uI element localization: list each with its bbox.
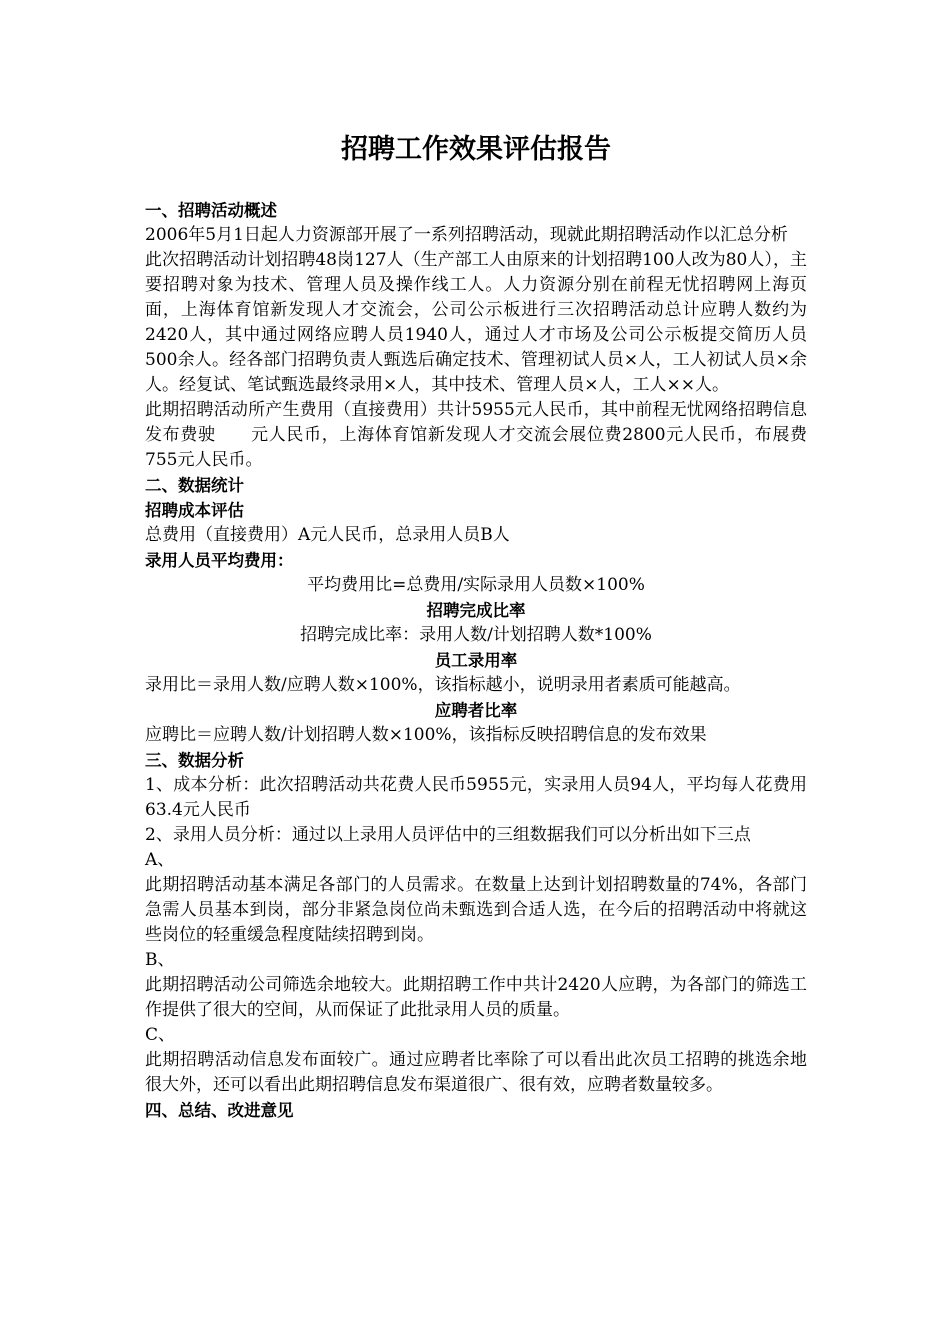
paragraph: 1、成本分析：此次招聘活动共花费人民币5955元，实录用人员94人，平均每人花费用63.4元人民币 — [145, 775, 807, 820]
subheading-average-cost: 录用人员平均费用： — [145, 551, 294, 570]
section-heading-overview: 一、招聘活动概述 — [145, 201, 277, 220]
formula: 招聘完成比率：录用人数/计划招聘人数*100% — [300, 625, 652, 645]
subheading-hire-rate: 员工录用率 — [434, 651, 518, 670]
formula: 应聘比＝应聘人数/计划招聘人数×100%，该指标反映招聘信息的发布效果 — [145, 725, 707, 745]
paragraph: 此期招聘活动所产生费用（直接费用）共计5955元人民币，其中前程无忧网络招聘信息发布费驶 元人民币，上海体育馆新发现人才交流会展位费2800元人民币，布展费755元人民币。 — [145, 400, 807, 470]
subheading-cost: 招聘成本评估 — [145, 501, 244, 520]
paragraph: 此期招聘活动基本满足各部门的人员需求。在数量上达到计划招聘数量的74%，各部门急需人员基本到岗，部分非紧急岗位尚未甄选到合适人选，在今后的招聘活动中将就这些岗位的轻重缓急程度陆续招聘到岗。 — [145, 875, 807, 945]
section-heading-analysis: 三、数据分析 — [145, 751, 244, 770]
document-body — [145, 198, 807, 1123]
list-label: A、 — [145, 850, 175, 870]
section-heading-summary: 四、总结、改进意见 — [145, 1101, 294, 1120]
formula: 录用比＝录用人数/应聘人数×100%，该指标越小，说明录用者素质可能越高。 — [145, 675, 741, 695]
subheading-applicant-rate: 应聘者比率 — [434, 701, 518, 720]
paragraph: 2006年5月1日起人力资源部开展了一系列招聘活动，现就此期招聘活动作以汇总分析 — [145, 225, 788, 245]
subheading-completion-rate: 招聘完成比率 — [426, 601, 526, 620]
paragraph: 此期招聘活动公司筛选余地较大。此期招聘工作中共计2420人应聘，为各部门的筛选工作提供了很大的空间，从而保证了此批录用人员的质量。 — [145, 975, 807, 1020]
paragraph: 此期招聘活动信息发布面较广。通过应聘者比率除了可以看出此次员工招聘的挑选余地很大外，还可以看出此期招聘信息发布渠道很广、很有效，应聘者数量较多。 — [145, 1050, 807, 1095]
page-title: 招聘工作效果评估报告 — [341, 134, 611, 165]
paragraph: 2、录用人员分析：通过以上录用人员评估中的三组数据我们可以分析出如下三点 — [145, 825, 751, 845]
paragraph: 总费用（直接费用）A元人民币，总录用人员B人 — [145, 525, 510, 545]
section-heading-statistics: 二、数据统计 — [145, 476, 244, 495]
list-label: B、 — [145, 950, 175, 970]
formula: 平均费用比=总费用/实际录用人员数×100% — [307, 575, 645, 595]
list-label: C、 — [145, 1025, 176, 1045]
paragraph: 此次招聘活动计划招聘48岗127人（生产部工人由原来的计划招聘100人改为80人），主要招聘对象为技术、管理人员及操作线工人。人力资源分别在前程无忧招聘网上海页面，上海体育馆新发现人才交流会，公司公示板进行三次招聘活动总计应聘人数约为2420人，其中通过网络应聘人员1940人，通过人才市场及公司公示板提交简历人员500余人。经各部门招聘负责人甄选后确定技术、管理初试人员×人，工人初试人员×余人。经复试、笔试甄选最终录用×人，其中技术、管理人员×人，工人××人。 — [145, 250, 807, 395]
